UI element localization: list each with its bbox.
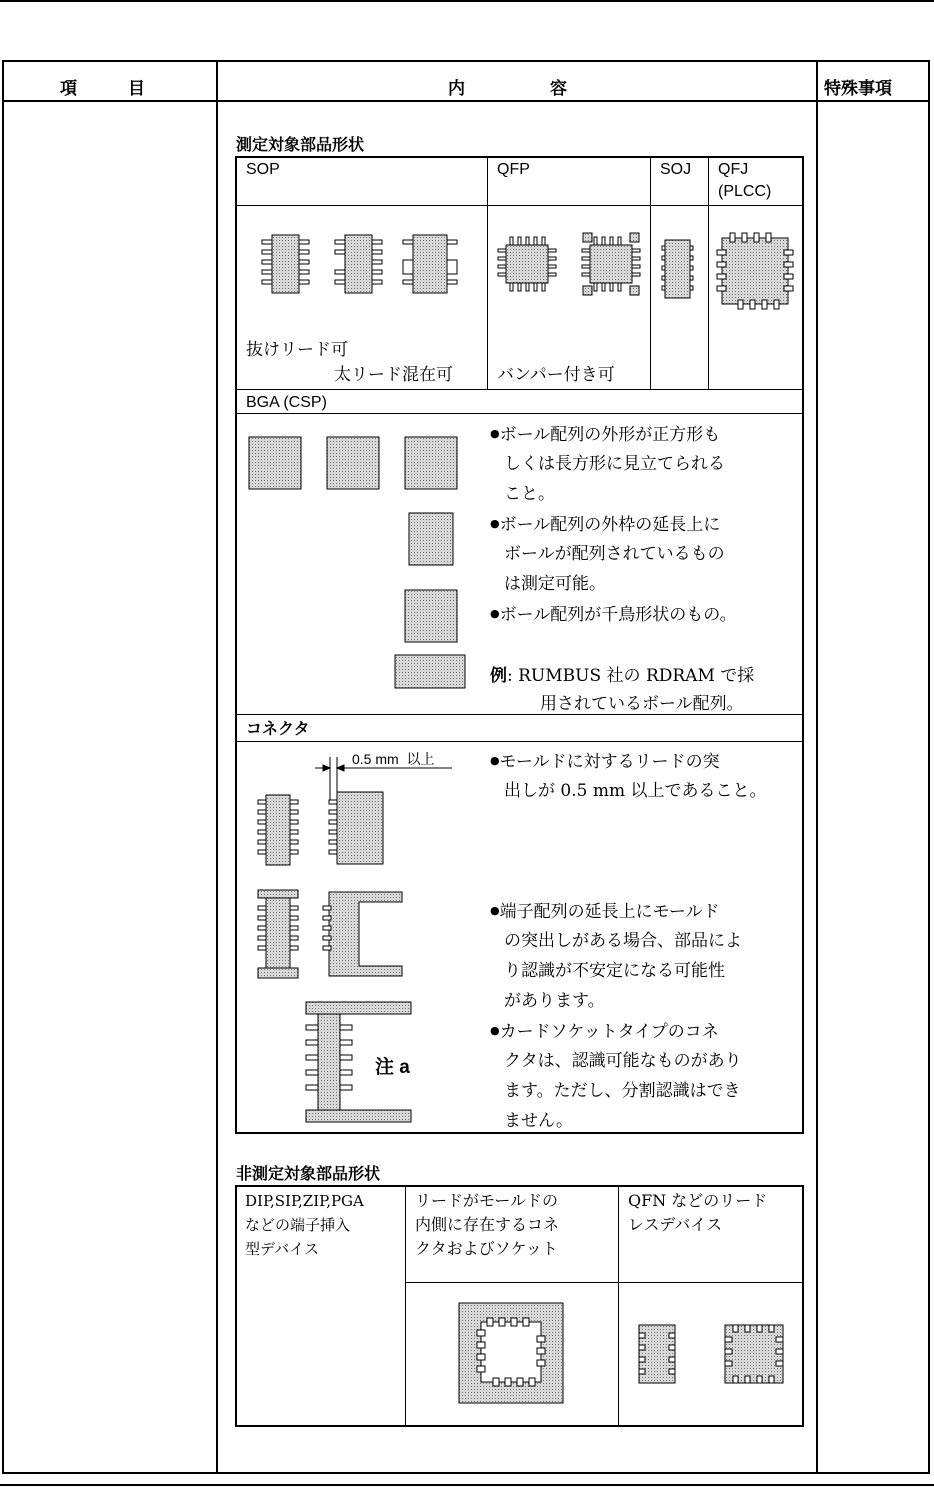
connector-bullet-1-cont: 出しが 0.5 mm 以上であること。	[504, 781, 767, 801]
bga-drawing-4	[409, 513, 453, 565]
qfj-label-2: (PLCC)	[718, 183, 772, 200]
bga-bullet-1: ●ボール配列の外形が正方形も	[490, 425, 721, 445]
soj-label: SOJ	[660, 161, 692, 178]
connector-drawing-4	[323, 892, 402, 976]
sop-drawing-1	[262, 235, 309, 293]
col3-line: レスデバイス	[628, 1215, 723, 1234]
col2-line: クタおよびソケット	[415, 1239, 558, 1258]
qfp-note: バンパー付き可	[497, 365, 615, 385]
sop-label: SOP	[246, 161, 280, 178]
col1-line: 型デバイス	[245, 1240, 319, 1258]
connector-bullet-3: ●カードソケットタイプのコネ	[490, 1022, 719, 1042]
connector-drawing-2	[329, 792, 383, 864]
connector-bullet-2: ●端子配列の延長上にモールド	[490, 902, 720, 922]
connector-label: コネクタ	[246, 719, 310, 738]
col1-line: などの端子挿入	[245, 1216, 351, 1234]
connector-bullet-3-cont: クタは、認識可能なものがあり	[504, 1051, 742, 1071]
connector-bullet-1: ●モールドに対するリードの突	[490, 752, 720, 772]
bga-bullet-1-cont: しくは長方形に見立てられる	[504, 454, 725, 474]
connector-drawing-1	[258, 795, 298, 865]
bga-bullet-2: ●ボール配列の外枠の延長上に	[490, 515, 721, 535]
soj-drawing	[662, 240, 693, 298]
qfp-label: QFP	[497, 161, 530, 178]
connector-bullet-3-cont2: ます。ただし、分割認識はでき	[504, 1081, 741, 1101]
sop-drawing-3	[403, 235, 457, 293]
qfj-label: QFJ	[718, 161, 749, 178]
connector-bullet-3-cont3: ません。	[504, 1111, 574, 1131]
col3-line: QFN などのリード	[628, 1191, 768, 1210]
qfp-drawing-1	[498, 237, 556, 291]
bga-bullet-1-cont2: こと。	[504, 484, 555, 504]
connector-bullet-2-cont3: があります。	[504, 991, 605, 1011]
sop-note-2: 太リード混在可	[334, 365, 453, 385]
bga-drawing-1	[249, 437, 301, 489]
sop-drawing-2	[335, 235, 382, 293]
qfj-drawing	[717, 233, 793, 309]
col-line	[618, 1185, 619, 1427]
bga-bullet-2-cont2: は測定可能。	[504, 574, 606, 594]
connector-note: 注 a	[375, 1057, 410, 1078]
bga-bullet-2-cont: ボールが配列されているもの	[504, 544, 725, 564]
connector-bullet-2-cont2: り認識が不安定になる可能性	[504, 961, 725, 981]
connector-bullet-2-cont: の突出しがある場合、部品によ	[504, 931, 742, 951]
col2-line: リードがモールドの	[415, 1191, 559, 1210]
non-measured-title: 非測定対象部品形状	[236, 1164, 381, 1183]
connector-drawing-3	[258, 890, 298, 978]
col1-line: DIP,SIP,ZIP,PGA	[245, 1192, 364, 1210]
bga-drawing-5	[405, 590, 457, 642]
header-content: 内 容	[448, 79, 567, 99]
col-line	[405, 1185, 406, 1427]
header-special: 特殊事項	[824, 79, 892, 99]
row-line	[405, 1282, 804, 1283]
bga-drawing-3	[405, 437, 457, 489]
qfp-drawing-2	[582, 233, 640, 295]
non-measured-col1	[245, 1189, 364, 1261]
col2-line: 内側に存在するコネ	[415, 1215, 560, 1234]
bga-bullet-3: ●ボール配列が千鳥形状のもの。	[490, 605, 737, 625]
connector-dimension-label: 0.5 mm 以上	[352, 751, 435, 767]
non-measured-col3	[628, 1189, 767, 1237]
bga-drawing-2	[327, 437, 379, 489]
non-measured-col2	[415, 1189, 559, 1261]
bga-label: BGA (CSP)	[246, 394, 327, 411]
sop-note-1: 抜けリード可	[246, 340, 348, 360]
header-item: 項 目	[60, 79, 145, 99]
measured-title: 測定対象部品形状	[236, 135, 365, 154]
bga-example-cont: 用されているボール配列。	[540, 694, 744, 714]
bga-example: 例: RUMBUS 社の RDRAM で採	[490, 666, 755, 686]
bga-drawing-6	[395, 655, 465, 688]
